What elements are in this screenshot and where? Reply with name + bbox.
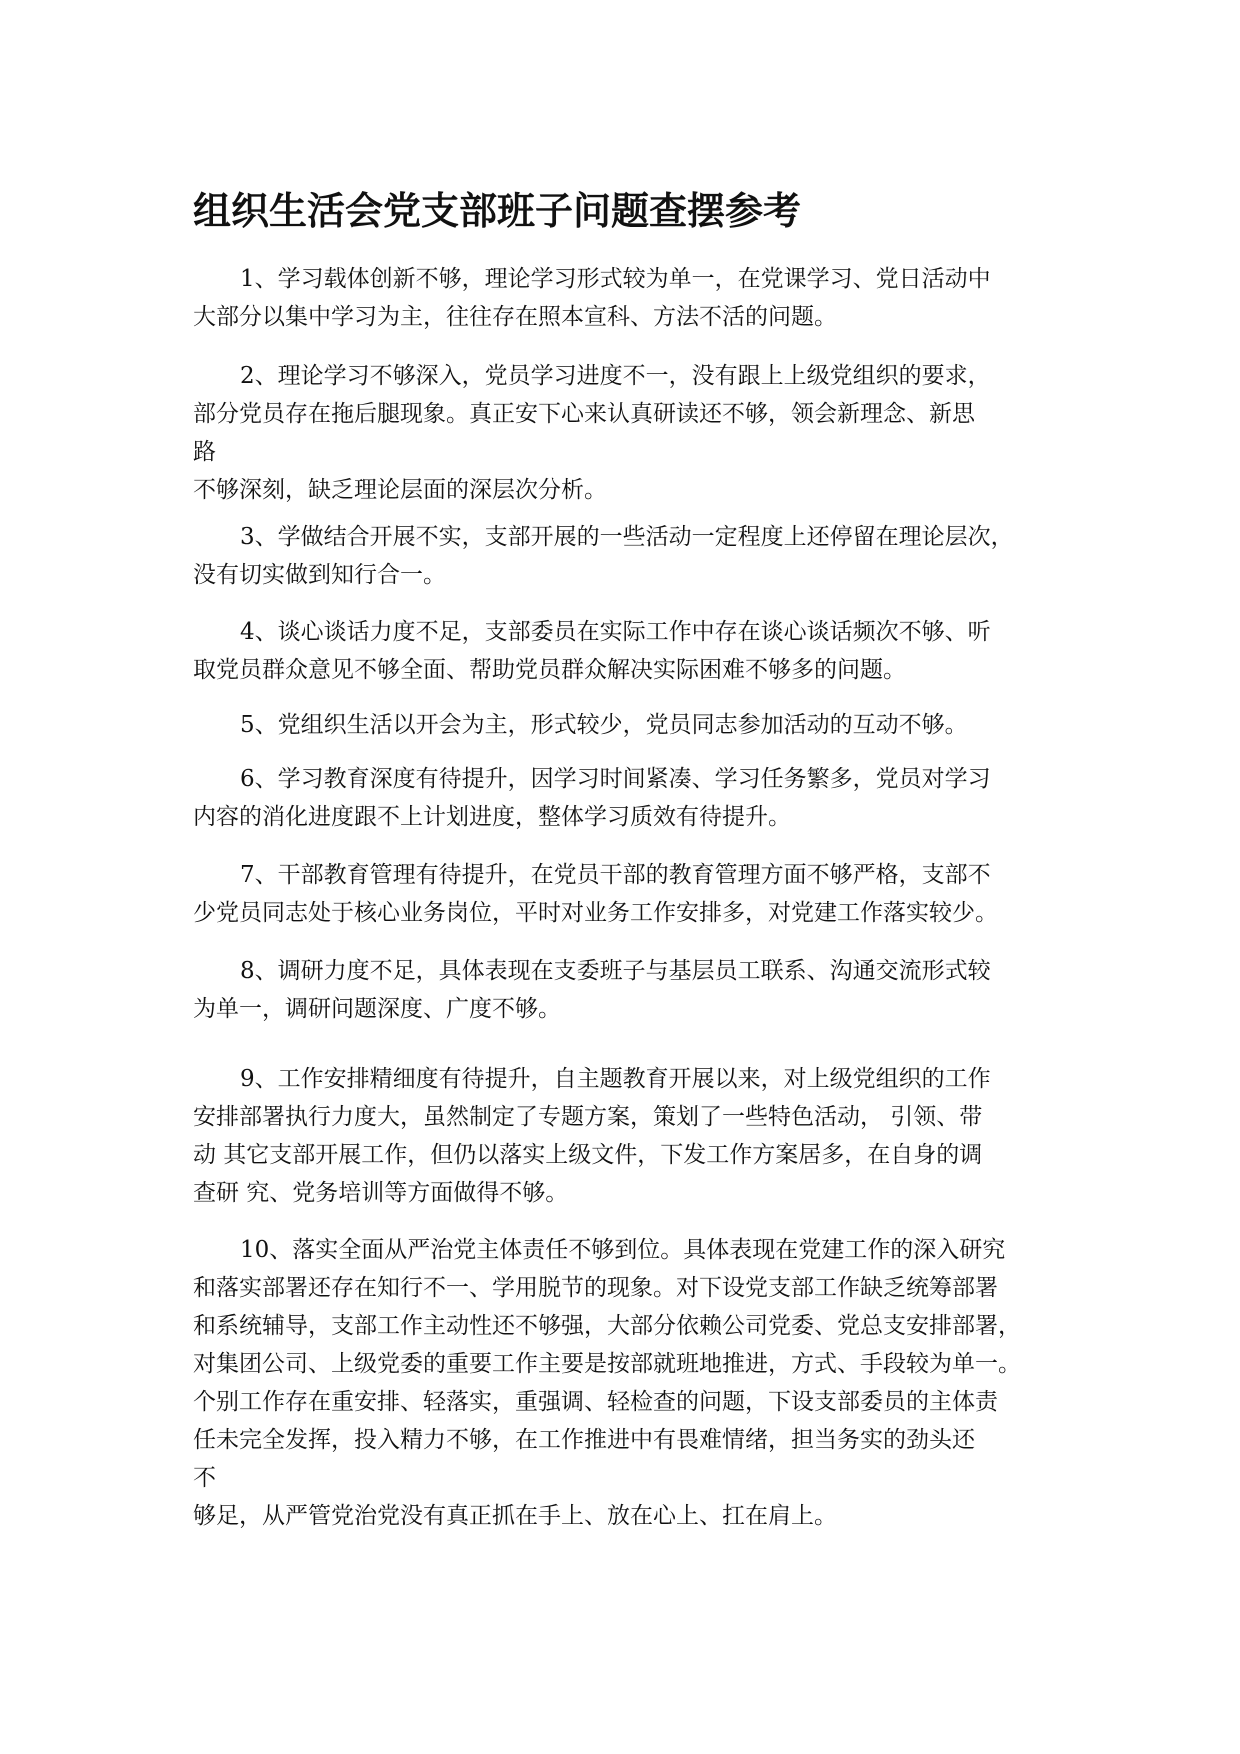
paragraph-line: 对集团公司、上级党委的重要工作主要是按部就班地推进，方式、手段较为单一。 (193, 1351, 1021, 1377)
list-item-1 (193, 260, 1053, 336)
list-item-7 (193, 856, 1053, 932)
paragraph-line: 查研 究、党务培训等方面做得不够。 (193, 1180, 569, 1206)
list-item-6 (193, 760, 1053, 836)
paragraph-line: 没有切实做到知行合一。 (193, 562, 446, 588)
paragraph-line: 个别工作存在重安排、轻落实，重强调、轻检查的问题，下设支部委员的主体责 (193, 1389, 998, 1415)
list-item-8 (193, 952, 1053, 1028)
paragraph-line: 5、党组织生活以开会为主，形式较少，党员同志参加活动的互动不够。 (240, 712, 968, 738)
paragraph-line: 大部分以集中学习为主，往往存在照本宣科、方法不活的问题。 (193, 304, 837, 330)
paragraph-line: 取党员群众意见不够全面、帮助党员群众解决实际困难不够多的问题。 (193, 657, 906, 683)
list-item-3 (193, 518, 1053, 594)
paragraph-line: 为单一，调研问题深度、广度不够。 (193, 996, 561, 1022)
paragraph-line: 不 (193, 1465, 216, 1491)
list-item-9 (193, 1060, 1053, 1212)
paragraph-line: 3、学做结合开展不实，支部开展的一些活动一定程度上还停留在理论层次， (240, 524, 1014, 550)
list-item-5 (193, 706, 1053, 744)
paragraph-line: 和落实部署还存在知行不一、学用脱节的现象。对下设党支部工作缺乏统筹部署 (193, 1275, 998, 1301)
list-item-4 (193, 613, 1053, 689)
paragraph-line: 10、落实全面从严治党主体责任不够到位。具体表现在党建工作的深入研究 (240, 1237, 1006, 1263)
paragraph-line: 任未完全发挥，投入精力不够，在工作推进中有畏难情绪，担当务实的劲头还 (193, 1427, 975, 1453)
paragraph-line: 9、工作安排精细度有待提升，自主题教育开展以来，对上级党组织的工作 (240, 1066, 991, 1092)
paragraph-line: 动 其它支部开展工作，但仍以落实上级文件，下发工作方案居多，在自身的调 (193, 1142, 983, 1168)
paragraph-line: 8、调研力度不足，具体表现在支委班子与基层员工联系、沟通交流形式较 (240, 958, 991, 984)
paragraph-line: 内容的消化进度跟不上计划进度，整体学习质效有待提升。 (193, 804, 791, 830)
paragraph-line: 少党员同志处于核心业务岗位，平时对业务工作安排多，对党建工作落实较少。 (193, 900, 998, 926)
paragraph-line: 1、学习载体创新不够，理论学习形式较为单一，在党课学习、党日活动中 (240, 266, 991, 292)
paragraph-line: 安排部署执行力度大，虽然制定了专题方案，策划了一些特色活动， 引领、带 (193, 1104, 983, 1130)
paragraph-line: 7、干部教育管理有待提升，在党员干部的教育管理方面不够严格，支部不 (240, 862, 991, 888)
paragraph-line: 和系统辅导，支部工作主动性还不够强，大部分依赖公司党委、党总支安排部署， (193, 1313, 1021, 1339)
paragraph-line: 路 (193, 439, 216, 465)
paragraph-line: 4、谈心谈话力度不足，支部委员在实际工作中存在谈心谈话频次不够、听 (240, 619, 991, 645)
paragraph-line: 不够深刻，缺乏理论层面的深层次分析。 (193, 477, 607, 503)
paragraph-line: 2、理论学习不够深入，党员学习进度不一，没有跟上上级党组织的要求， (240, 363, 991, 389)
list-item-10 (193, 1231, 1053, 1535)
document-title: 组织生活会党支部班子问题查摆参考 (193, 189, 802, 233)
paragraph-line: 6、学习教育深度有待提升，因学习时间紧凑、学习任务繁多，党员对学习 (240, 766, 991, 792)
paragraph-line: 部分党员存在拖后腿现象。真正安下心来认真研读还不够，领会新理念、新思 (193, 401, 975, 427)
paragraph-line: 够足，从严管党治党没有真正抓在手上、放在心上、扛在肩上。 (193, 1503, 837, 1529)
list-item-2 (193, 357, 1053, 509)
